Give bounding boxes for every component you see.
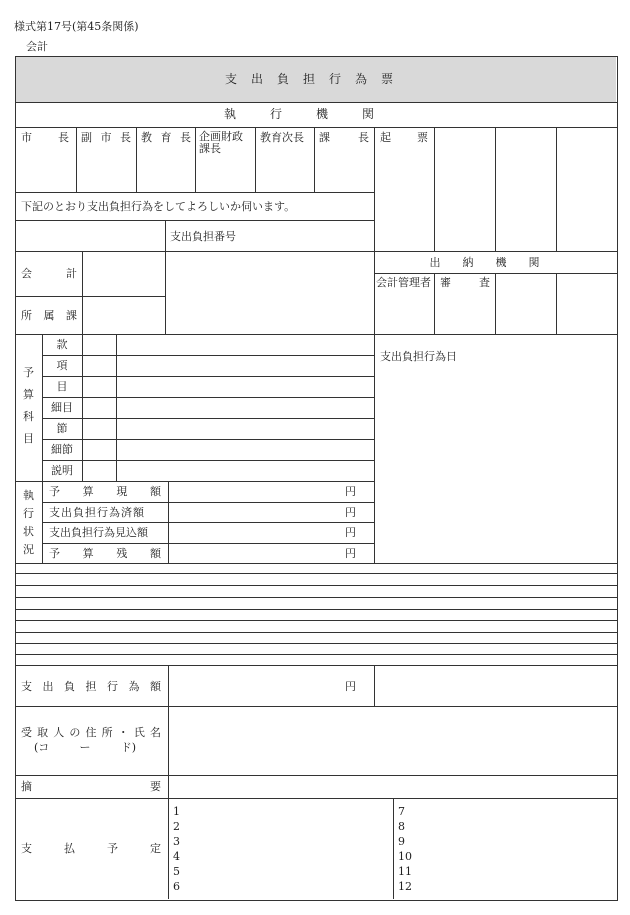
- payment-number: 3: [173, 835, 180, 848]
- payment-number: 9: [398, 835, 405, 848]
- approver-deputy-mayor: 副 市 長: [81, 131, 131, 144]
- treasury-org-label: 出納機関: [429, 256, 562, 269]
- commitment-date-label: 支出負担行為日: [380, 350, 457, 363]
- budget-label: 予 算 科 目: [23, 366, 34, 445]
- budget-item: 細節: [51, 443, 73, 456]
- department-label: 所 属 課: [21, 309, 77, 322]
- status-label: 執 行 状 況: [23, 489, 34, 556]
- approver-planning-finance-chief: 企画財政課長: [199, 130, 243, 155]
- executive-org-label: 執行機関: [223, 107, 408, 121]
- commitment-number-label: 支出負担番号: [170, 230, 236, 243]
- payment-number: 11: [398, 865, 412, 878]
- budget-item: 細目: [51, 401, 73, 414]
- treasury-accountant: 会計管理者: [376, 276, 431, 289]
- status-committed: 支出負担行為済額: [49, 506, 145, 519]
- approver-mayor: 市 長: [21, 131, 69, 144]
- amount-label: 支 出 負 担 行 為 額: [21, 680, 161, 693]
- payment-number: 1: [173, 805, 180, 818]
- payment-number: 2: [173, 820, 180, 833]
- status-remaining: 予 算 残 額: [49, 547, 161, 560]
- payment-number: 4: [173, 850, 180, 863]
- budget-item: 説明: [51, 464, 73, 477]
- payment-number: 10: [398, 850, 412, 863]
- unit-yen: 円: [345, 526, 356, 539]
- payment-number: 8: [398, 820, 405, 833]
- budget-item: 款: [56, 338, 68, 351]
- amount-unit: 円: [345, 680, 356, 693]
- budget-item: 項: [56, 359, 68, 372]
- recipient-code-label: (コ ー ド): [34, 741, 136, 754]
- budget-item: 節: [56, 422, 68, 435]
- unit-yen: 円: [345, 506, 356, 519]
- payment-number: 7: [398, 805, 405, 818]
- summary-label: 摘 要: [21, 780, 161, 793]
- payment-number: 5: [173, 865, 180, 878]
- status-budget-current: 予 算 現 額: [49, 485, 161, 498]
- account-header-label: 会計: [26, 40, 48, 53]
- approver-drafter: 起 票: [380, 131, 428, 144]
- status-expected: 支出負担行為見込額: [49, 526, 148, 539]
- payment-number: 6: [173, 880, 180, 893]
- payment-numbers-left: [173, 804, 180, 894]
- form-title: 支出負担行為票: [224, 72, 407, 86]
- unit-yen: 円: [345, 485, 356, 498]
- treasury-audit: 審 査: [440, 276, 490, 289]
- recipient-label: 受 取 人 の 住 所 ・ 氏 名: [21, 726, 161, 739]
- form-number: 様式第17号(第45条関係): [14, 20, 139, 33]
- approver-deputy-superintendent: 教育次長: [260, 131, 304, 144]
- payment-label: 支 払 予 定: [21, 842, 161, 855]
- payment-number: 12: [398, 880, 412, 893]
- payment-numbers-right: [398, 804, 412, 894]
- approver-section-chief: 課 長: [319, 131, 369, 144]
- unit-yen: 円: [345, 547, 356, 560]
- request-text: 下記のとおり支出負担行為をしてよろしいか伺います。: [21, 200, 296, 213]
- budget-item: 目: [56, 380, 68, 393]
- accounting-label: 会 計: [21, 267, 77, 280]
- approver-superintendent: 教 育 長: [141, 131, 191, 144]
